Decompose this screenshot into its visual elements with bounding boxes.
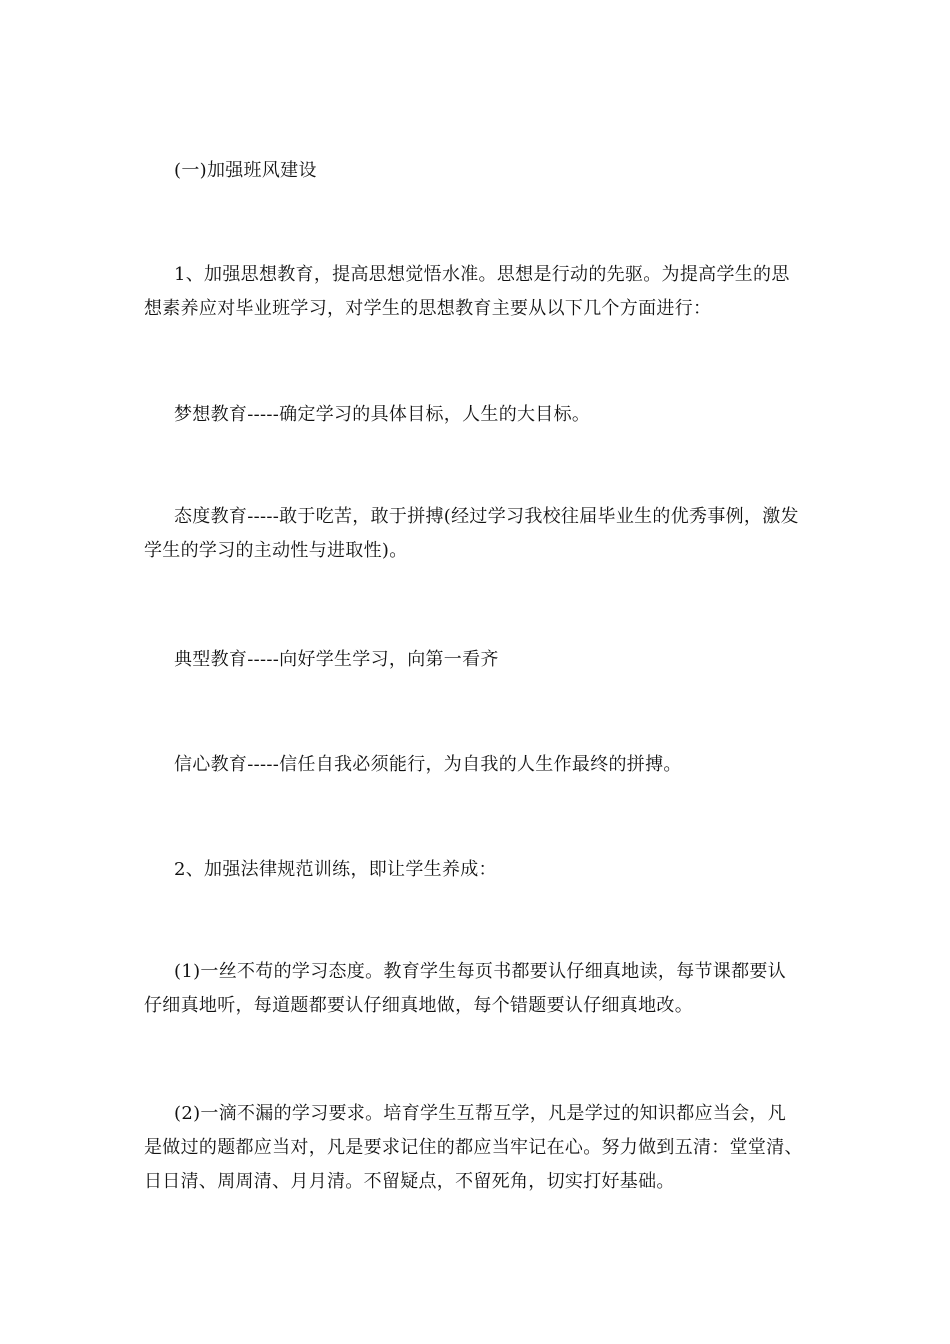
paragraph-study-attitude: (1)一丝不苟的学习态度。教育学生每页书都要认仔细真地读，每节课都要认仔细真地听，每道题都要认仔细真地做，每个错题要认仔细真地改。 [144,961,786,1016]
paragraph-thought-education: 1、加强思想教育，提高思想觉悟水准。思想是行动的先驱。为提高学生的思想素养应对毕业班学习，对学生的思想教育主要从以下几个方面进行： [144,264,790,319]
paragraph-study-requirements: (2)一滴不漏的学习要求。培育学生互帮互学，凡是学过的知识都应当会，凡是做过的题都应当对，凡是要求记住的都应当牢记在心。努力做到五清：堂堂清、日日清、周周清、月月清。不留疑点，不留死角，切实打好基础。 [144,1103,803,1192]
section-heading: (一)加强班风建设 [174,160,317,181]
paragraph-confidence-education: 信心教育-----信任自我必须能行，为自我的人生作最终的拼搏。 [174,754,682,775]
paragraph-model-education: 典型教育-----向好学生学习，向第一看齐 [174,649,499,670]
paragraph-dream-education: 梦想教育-----确定学习的具体目标，人生的大目标。 [174,404,591,425]
paragraph-discipline-training: 2、加强法律规范训练，即让学生养成： [174,859,497,880]
paragraph-attitude-education: 态度教育-----敢于吃苦，敢于拼搏(经过学习我校往届毕业生的优秀事例，激发学生的学习的主动性与进取性)。 [144,506,799,561]
